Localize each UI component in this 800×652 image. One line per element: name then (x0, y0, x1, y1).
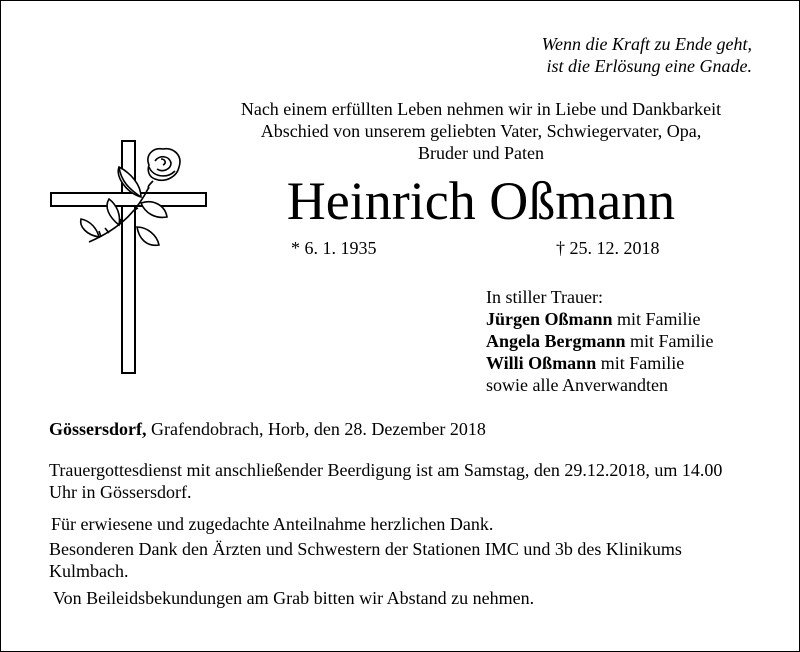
mourner-suffix: mit Familie (625, 331, 714, 351)
mourner-row (486, 330, 714, 352)
mourner-row (486, 308, 714, 330)
mourner-name: Jürgen Oßmann (486, 309, 613, 329)
deceased-name: Heinrich Oßmann (286, 171, 676, 231)
mourner-row (486, 352, 714, 374)
mourners-closing: sowie alle Anverwandten (486, 375, 668, 395)
mourner-name: Willi Oßmann (486, 353, 597, 373)
motto-line-2: ist die Erlösung eine Gnade. (546, 56, 752, 76)
death-date: † 25. 12. 2018 (556, 238, 660, 258)
motto-quote (542, 33, 752, 77)
intro-line-3: Bruder und Paten (418, 143, 544, 163)
intro-text (181, 98, 781, 164)
intro-line-1: Nach einem erfüllten Leben nehmen wir in Liebe und Dankbarkeit (240, 99, 722, 119)
place-rest: Grafendobrach, Horb, den 28. Dezember 2018 (146, 419, 486, 439)
intro-line-2: Abschied von unserem geliebten Vater, Schwiegervater, Opa, (260, 121, 702, 141)
mourner-name: Angela Bergmann (486, 331, 626, 351)
special-thanks-text: Besonderen Dank den Ärzten und Schwestern der Stationen IMC und 3b des Klinikums Kulmbach. (49, 539, 682, 581)
motto-line-1: Wenn die Kraft zu Ende geht, (541, 34, 752, 54)
mourners-heading: In stiller Trauer: (486, 287, 603, 307)
condolence-request: Von Beileidsbekundungen am Grab bitten wir Abstand zu nehmen. (53, 588, 535, 608)
place-date-line (49, 419, 486, 440)
funeral-info: Trauergottesdienst mit anschließender Beerdigung ist am Samstag, den 29.12.2018, um 14.00 Uhr in Gössersdorf. (49, 460, 723, 502)
mourners-block (486, 286, 714, 396)
mourner-suffix: mit Familie (612, 309, 701, 329)
mourner-suffix: mit Familie (596, 353, 685, 373)
birth-date: * 6. 1. 1935 (291, 238, 377, 258)
place-bold: Gössersdorf, (49, 419, 147, 439)
thanks-text: Für erwiesene und zugedachte Anteilnahme herzlichen Dank. (51, 514, 494, 534)
